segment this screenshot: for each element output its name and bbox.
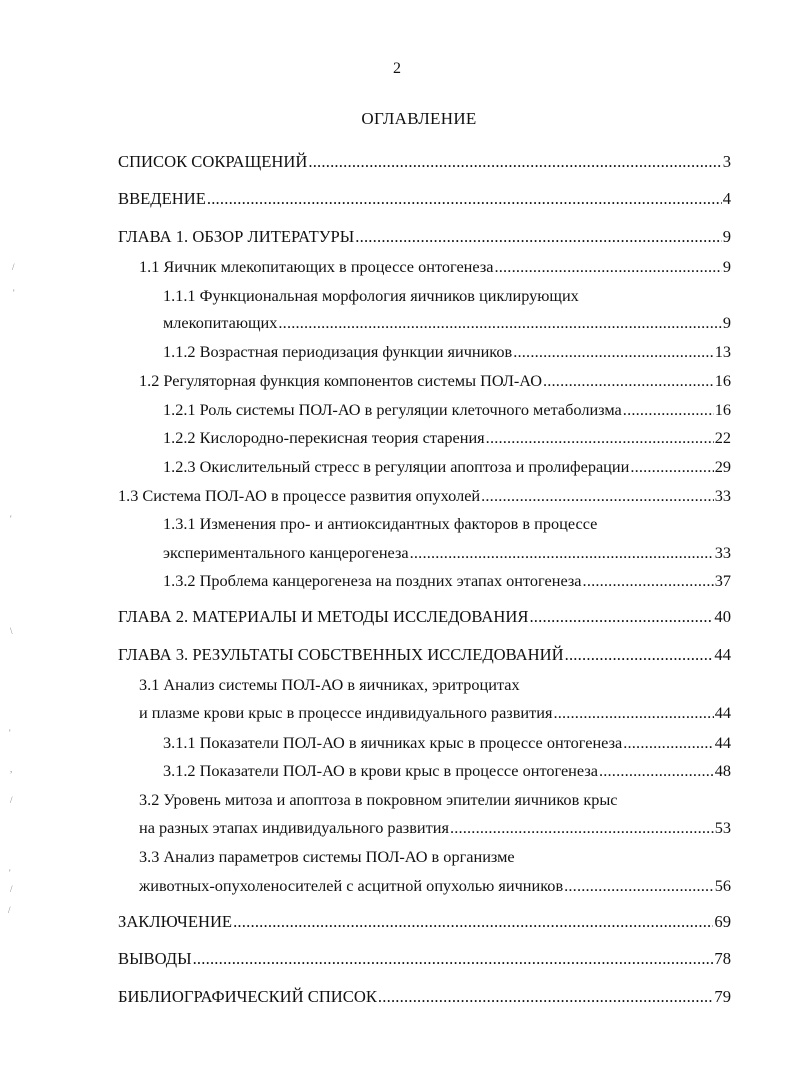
toc-leader xyxy=(583,571,714,591)
toc-entry-text[interactable]: 3.1 Анализ системы ПОЛ-АО в яичниках, эритроцитах xyxy=(139,675,520,694)
toc-entry-page: 13 xyxy=(714,342,731,361)
toc-leader xyxy=(564,876,714,896)
toc-entry[interactable] xyxy=(163,342,731,362)
toc-entry-text: СПИСОК СОКРАЩЕНИЙ xyxy=(118,152,308,171)
scan-mark: ' xyxy=(9,868,11,878)
toc-entry-page: 9 xyxy=(722,227,731,246)
toc-entry[interactable] xyxy=(118,607,731,627)
toc-leader xyxy=(543,371,714,391)
toc-entry[interactable] xyxy=(139,371,731,391)
toc-entry-text: 3.1.1 Показатели ПОЛ-АО в яичниках крыс в процессе онтогенеза xyxy=(163,733,623,752)
toc-entry[interactable] xyxy=(163,571,731,591)
toc-entry[interactable] xyxy=(118,912,731,932)
page-number: 2 xyxy=(393,60,401,77)
toc-leader xyxy=(630,457,713,477)
toc-entry-text: и плазме крови крыс в процессе индивидуального развития xyxy=(139,703,553,722)
toc-entry-page: 33 xyxy=(714,543,731,562)
toc-entry[interactable] xyxy=(163,400,731,420)
toc-entry-page: 29 xyxy=(714,457,731,476)
toc-entry-text: ГЛАВА 1. ОБЗОР ЛИТЕРАТУРЫ xyxy=(118,227,355,246)
toc-entry-text: ВВЕДЕНИЕ xyxy=(118,189,206,208)
toc-entry-text[interactable]: 3.2 Уровень митоза и апоптоза в покровном эпителии яичников крыс xyxy=(139,790,618,809)
toc-entry-page: 37 xyxy=(714,571,731,590)
toc-leader xyxy=(355,227,721,247)
toc-entry-text[interactable]: 1.1.1 Функциональная морфология яичников циклирующих xyxy=(163,286,579,305)
toc-leader xyxy=(207,189,722,209)
toc-entry-continuation[interactable] xyxy=(139,876,731,896)
toc-entry-page: 16 xyxy=(714,371,731,390)
toc-entry-page: 22 xyxy=(714,428,731,447)
toc-leader xyxy=(623,400,714,420)
toc-entry-page: 78 xyxy=(714,949,731,968)
toc-entry-text: ВЫВОДЫ xyxy=(118,949,192,968)
toc-leader xyxy=(553,703,713,723)
toc-leader xyxy=(233,912,713,932)
toc-leader xyxy=(378,987,714,1007)
toc-title: ОГЛАВЛЕНИЕ xyxy=(361,109,477,128)
toc-entry-page: 79 xyxy=(714,987,731,1006)
toc-entry-text: 1.1.2 Возрастная периодизация функции яичников xyxy=(163,342,513,361)
toc-entry[interactable] xyxy=(118,486,731,506)
toc-leader xyxy=(565,645,714,665)
toc-leader xyxy=(494,257,721,277)
toc-entry-page: 40 xyxy=(714,607,731,626)
toc-entry-text[interactable]: 1.3.1 Изменения про- и антиоксидантных факторов в процессе xyxy=(163,514,598,533)
toc-entry[interactable] xyxy=(118,949,731,969)
toc-leader xyxy=(308,152,721,172)
toc-entry-page: 9 xyxy=(722,313,731,332)
toc-leader xyxy=(599,761,714,781)
toc-entry-continuation[interactable] xyxy=(139,703,731,723)
toc-entry-continuation[interactable] xyxy=(163,313,731,333)
toc-entry[interactable] xyxy=(118,987,731,1007)
toc-entry-continuation[interactable] xyxy=(163,543,731,563)
toc-entry[interactable] xyxy=(118,645,731,665)
toc-entry-page: 44 xyxy=(714,703,731,722)
toc-entry-text: ГЛАВА 3. РЕЗУЛЬТАТЫ СОБСТВЕННЫХ ИССЛЕДОВАНИЙ xyxy=(118,645,564,664)
toc-entry-continuation[interactable] xyxy=(139,818,731,838)
toc-entry-page: 33 xyxy=(714,486,731,505)
toc-entry[interactable] xyxy=(118,227,731,247)
scan-mark: / xyxy=(10,884,13,894)
toc-entry-text: 1.2.3 Окислительный стресс в регуляции апоптоза и пролиферации xyxy=(163,457,630,476)
toc-entry-page: 3 xyxy=(722,152,731,171)
scan-mark: / xyxy=(8,905,11,915)
toc-entry-page: 44 xyxy=(714,733,731,752)
toc-leader xyxy=(278,313,721,333)
toc-entry-text: 1.3 Система ПОЛ-АО в процессе развития опухолей xyxy=(118,486,481,505)
toc-entry-text: 3.1.2 Показатели ПОЛ-АО в крови крыс в процессе онтогенеза xyxy=(163,761,598,780)
toc-leader xyxy=(623,733,713,753)
toc-leader xyxy=(529,607,713,627)
toc-entry[interactable] xyxy=(139,257,731,277)
toc-entry-text: БИБЛИОГРАФИЧЕСКИЙ СПИСОК xyxy=(118,987,377,1006)
toc-entry-page: 9 xyxy=(722,257,731,276)
toc-entry[interactable] xyxy=(118,189,731,209)
toc-leader xyxy=(410,543,714,563)
scan-mark: , xyxy=(10,764,13,774)
toc-entry[interactable] xyxy=(163,428,731,448)
toc-entry-text: ЗАКЛЮЧЕНИЕ xyxy=(118,912,233,931)
toc-entry-text: экспериментального канцерогенеза xyxy=(163,543,409,562)
toc-entry-text: на разных этапах индивидуального развития xyxy=(139,818,449,837)
toc-entry[interactable] xyxy=(118,152,731,172)
toc-entry-text: животных-опухоленосителей с асцитной опухолью яичников xyxy=(139,876,564,895)
toc-entry[interactable] xyxy=(163,733,731,753)
scan-mark: / xyxy=(12,262,15,272)
toc-leader xyxy=(481,486,714,506)
toc-leader xyxy=(486,428,714,448)
toc-entry[interactable] xyxy=(163,457,731,477)
toc-entry-text: млекопитающих xyxy=(163,313,278,332)
scan-mark: ' xyxy=(10,514,12,524)
toc-leader xyxy=(513,342,713,362)
toc-entry-text: 1.2.2 Кислородно-перекисная теория старения xyxy=(163,428,485,447)
toc-entry-text: ГЛАВА 2. МАТЕРИАЛЫ И МЕТОДЫ ИССЛЕДОВАНИЯ xyxy=(118,607,529,626)
toc-entry-page: 56 xyxy=(714,876,731,895)
toc-entry-text: 1.2 Регуляторная функция компонентов системы ПОЛ-АО xyxy=(139,371,542,390)
toc-entry-text: 1.1 Яичник млекопитающих в процессе онтогенеза xyxy=(139,257,494,276)
toc-entry-text[interactable]: 3.3 Анализ параметров системы ПОЛ-АО в организме xyxy=(139,847,515,866)
toc-entry-page: 44 xyxy=(714,645,731,664)
toc-entry-page: 4 xyxy=(722,189,731,208)
toc-leader xyxy=(450,818,714,838)
scan-mark: / xyxy=(10,795,13,805)
scan-mark: ' xyxy=(13,288,15,298)
toc-entry-text: 1.3.2 Проблема канцерогенеза на поздних этапах онтогенеза xyxy=(163,571,582,590)
toc-entry-page: 48 xyxy=(714,761,731,780)
toc-entry-page: 69 xyxy=(714,912,731,931)
toc-leader xyxy=(193,949,714,969)
scan-mark: \ xyxy=(10,626,13,636)
scan-mark: ' xyxy=(9,728,11,738)
toc-entry-page: 53 xyxy=(714,818,731,837)
toc-entry-page: 16 xyxy=(714,400,731,419)
toc-entry[interactable] xyxy=(163,761,731,781)
toc-entry-text: 1.2.1 Роль системы ПОЛ-АО в регуляции клеточного метаболизма xyxy=(163,400,622,419)
